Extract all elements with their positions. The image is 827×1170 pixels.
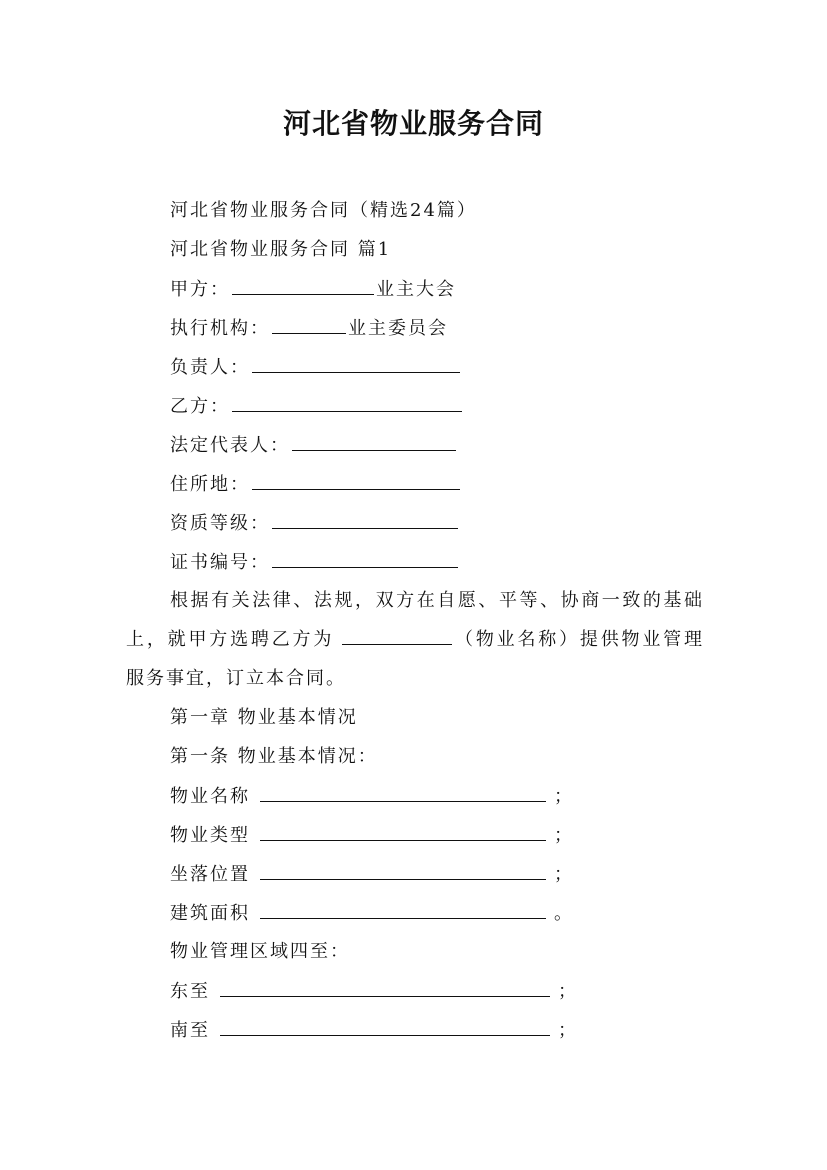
property-name-blank-inline <box>342 626 452 645</box>
location-blank <box>260 861 546 880</box>
party-a-label: 甲方： <box>170 279 230 300</box>
address-line <box>170 471 462 498</box>
property-name-label: 物业名称 <box>170 786 250 807</box>
address-blank <box>252 471 460 490</box>
exec-line <box>170 315 448 342</box>
boundary-heading: 物业管理区域四至： <box>170 941 350 962</box>
party-a-line <box>170 276 456 303</box>
party-b-blank <box>232 393 462 412</box>
floor-area-period: 。 <box>554 903 574 924</box>
party-a-blank <box>232 276 374 295</box>
south-line <box>170 1017 578 1044</box>
property-name-blank <box>260 783 546 802</box>
floor-area-blank <box>260 900 546 919</box>
exec-suffix: 业主委员会 <box>348 318 448 339</box>
party-a-suffix: 业主大会 <box>376 279 456 300</box>
responsible-blank <box>252 354 460 373</box>
qualification-line <box>170 510 460 537</box>
certificate-label: 证书编号： <box>170 552 270 573</box>
south-semicolon: ； <box>558 1020 578 1041</box>
east-semicolon: ； <box>558 981 578 1002</box>
south-label: 南至 <box>170 1020 210 1041</box>
document-title: 河北省物业服务合同 <box>282 107 544 140</box>
south-blank <box>220 1017 550 1036</box>
intro-paragraph <box>126 581 704 698</box>
exec-label: 执行机构： <box>170 318 270 339</box>
location-line <box>170 861 574 888</box>
property-name-semicolon: ； <box>554 786 574 807</box>
legal-rep-blank <box>292 432 456 451</box>
location-semicolon: ； <box>554 864 574 885</box>
subtitle: 河北省物业服务合同（精选24篇） <box>170 200 477 221</box>
address-label: 住所地： <box>170 474 250 495</box>
property-type-label: 物业类型 <box>170 825 250 846</box>
responsible-label: 负责人： <box>170 357 250 378</box>
legal-rep-label: 法定代表人： <box>170 435 290 456</box>
property-type-semicolon: ； <box>554 825 574 846</box>
chapter-heading: 河北省物业服务合同 篇1 <box>170 239 392 260</box>
east-line <box>170 978 578 1005</box>
property-name-line <box>170 783 574 810</box>
qualification-label: 资质等级： <box>170 513 270 534</box>
floor-area-label: 建筑面积 <box>170 903 250 924</box>
intro-part1: 根据有关法律、法规，双方在自愿、平等、协商一致的基础上，就甲方选聘乙方为 <box>126 590 704 650</box>
intro-part2: （物业名称）提供物业管理服务事宜，订立本合同。 <box>126 629 705 689</box>
qualification-blank <box>272 510 458 529</box>
east-blank <box>220 978 550 997</box>
legal-rep-line <box>170 432 458 459</box>
chapter-1: 第一章 物业基本情况 <box>170 707 358 728</box>
party-b-line <box>170 393 464 420</box>
exec-blank <box>272 315 346 334</box>
article-1: 第一条 物业基本情况： <box>170 746 378 767</box>
certificate-line <box>170 549 460 576</box>
location-label: 坐落位置 <box>170 864 250 885</box>
party-b-label: 乙方： <box>170 396 230 417</box>
property-type-blank <box>260 822 546 841</box>
certificate-blank <box>272 549 458 568</box>
property-type-line <box>170 822 574 849</box>
floor-area-line <box>170 900 574 927</box>
east-label: 东至 <box>170 981 210 1002</box>
responsible-line <box>170 354 462 381</box>
